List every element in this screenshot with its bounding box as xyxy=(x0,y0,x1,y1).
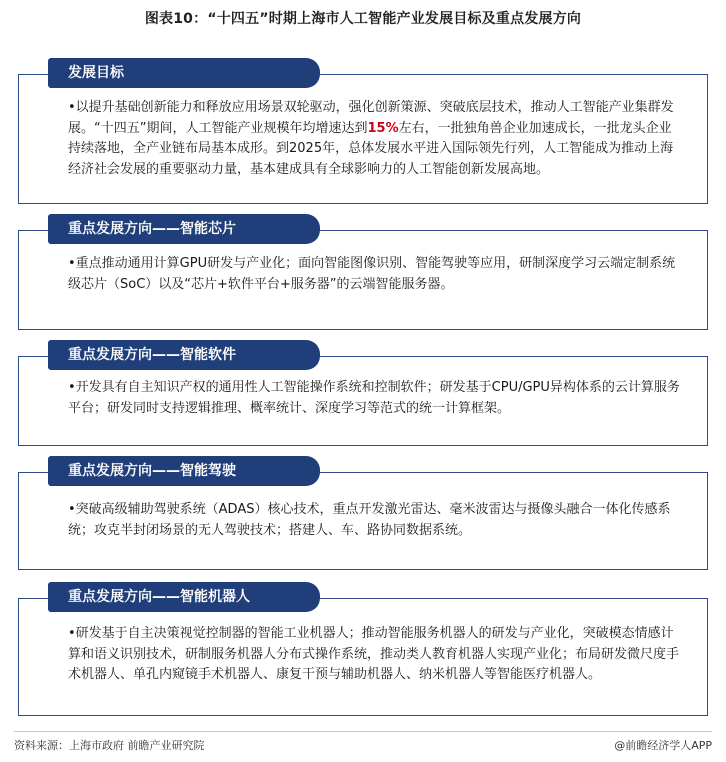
footer-divider xyxy=(14,731,712,732)
text-part: •以提升基础创新能力和释放应用场景双轮驱动，强化创新策源、突破底层技术，推动人工智能产业集群发展。“十四五”期间，人工智能产业规模年均增速达到 xyxy=(68,100,674,136)
section-text: •突破高级辅助驾驶系统（ADAS）核心技术，重点开发激光雷达、毫米波雷达与摄像头融合一体化传感系统；攻克半封闭场景的无人驾驶技术；搭建人、车、路协同数据系统。 xyxy=(68,502,671,538)
growth-rate-highlight: 15% xyxy=(367,120,399,136)
section-heading: 重点发展方向——智能机器人 xyxy=(48,582,320,612)
section-text xyxy=(68,98,684,180)
section-software xyxy=(18,340,708,446)
section-heading: 重点发展方向——智能驾驶 xyxy=(48,456,320,486)
section-heading: 重点发展方向——智能芯片 xyxy=(48,214,320,244)
section-goal xyxy=(18,58,708,204)
section-text: •开发具有自主知识产权的通用性人工智能操作系统和控制软件；研发基于CPU/GPU异构体系的云计算服务平台；研发同时支持逻辑推理、概率统计、深度学习等范式的统一计算框架。 xyxy=(68,380,680,416)
section-text: •重点推动通用计算GPU研发与产业化；面向智能图像识别、智能驾驶等应用，研制深度学习云端定制系统级芯片（SoC）以及“芯片+软件平台+服务器”的云端智能服务器。 xyxy=(68,256,676,292)
source-note: 资料来源：上海市政府 前瞻产业研究院 xyxy=(14,739,205,752)
text-part: 左右，一批独角兽企业加速成长，一批龙头企业持续落地，全产业链布局基本成形。到2025年，总体发展水平进入国际领先行列，人工智能成为推动上海经济社会发展的重要驱动力量，基本建成具有全球影响力的人工智能创新发展高地。 xyxy=(68,120,674,177)
section-heading: 发展目标 xyxy=(48,58,320,88)
page-title: 图表10：“十四五”时期上海市人工智能产业发展目标及重点发展方向 xyxy=(144,11,582,27)
section-chip xyxy=(18,214,708,330)
section-text: •研发基于自主决策视觉控制器的智能工业机器人；推动智能服务机器人的研发与产业化，突破模态情感计算和语义识别技术，研制服务机器人分布式操作系统，推动类人教育机器人实现产业化；布局研发微尺度手术机器人、单孔内窥镜手术机器人、康复干预与辅助机器人、纳米机器人等智能医疗机器人。 xyxy=(68,626,680,682)
section-heading: 重点发展方向——智能软件 xyxy=(48,340,320,370)
section-robot xyxy=(18,582,708,716)
section-driving xyxy=(18,456,708,570)
brand-credit: @前瞻经济学人APP xyxy=(614,739,712,752)
